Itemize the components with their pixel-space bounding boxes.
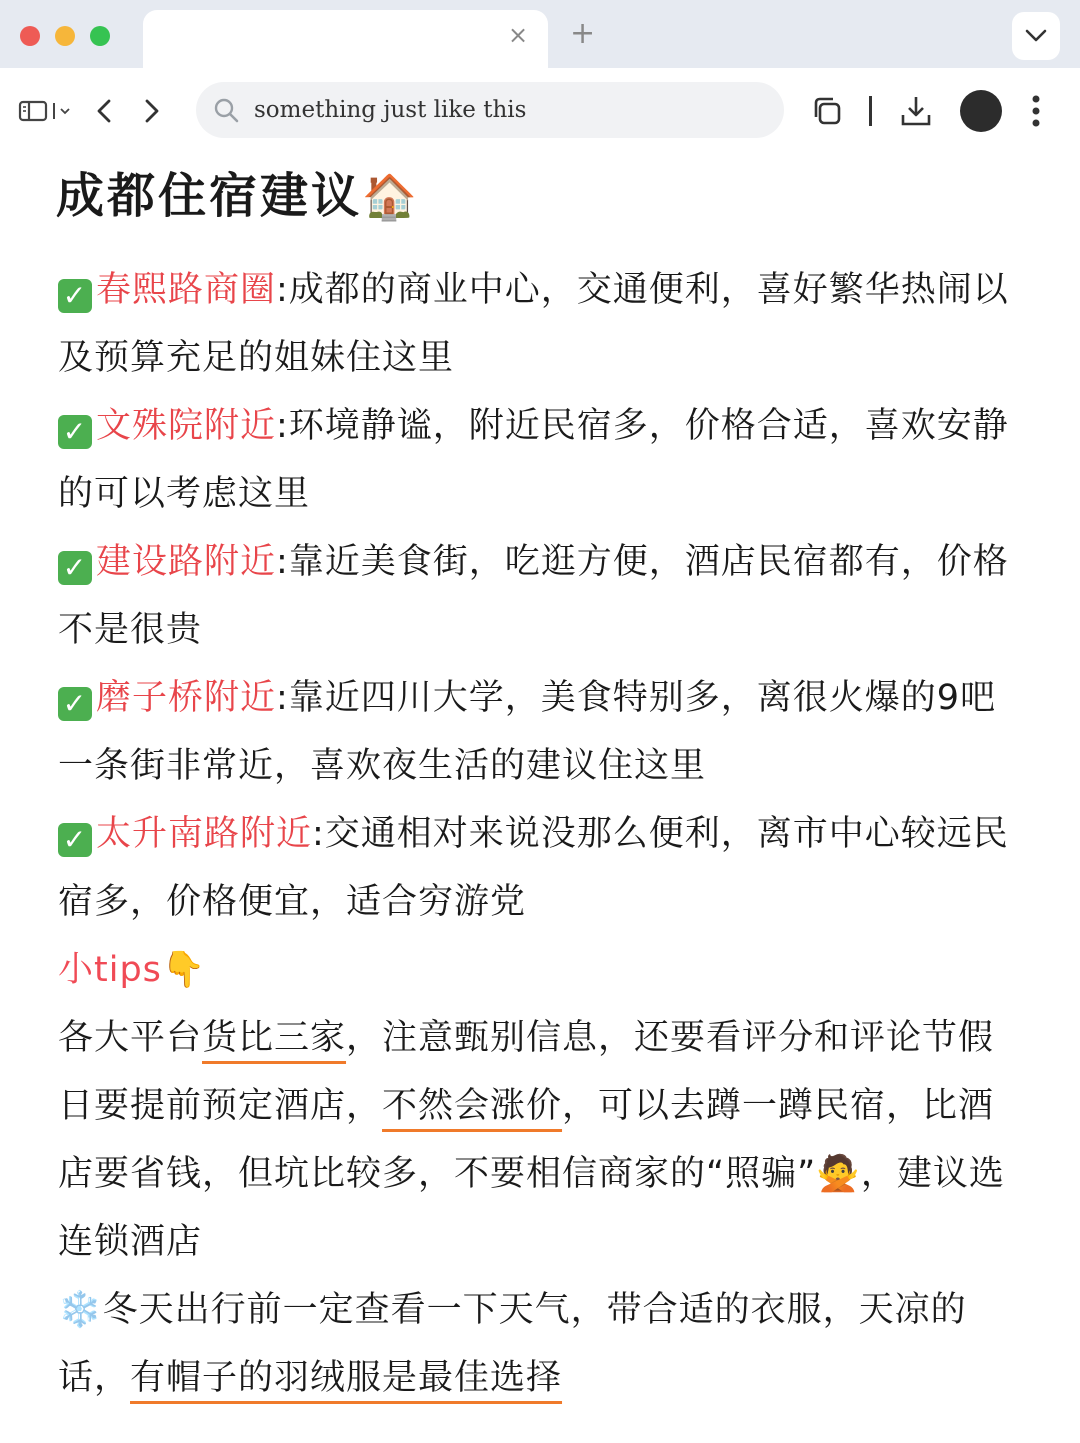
snowflake-icon: ❄️: [58, 1290, 103, 1330]
tab-close-icon[interactable]: ×: [508, 21, 529, 49]
area-name: 磨子桥附近: [96, 678, 277, 718]
tip-paragraph: [58, 1276, 1018, 1412]
search-icon: [212, 96, 240, 124]
download-icon: [899, 94, 933, 128]
area-description: :成都的商业中心，交通便利，喜好繁华热闹以及预算充足的姐妹住这里: [58, 270, 1009, 378]
list-item: [58, 256, 1018, 392]
tip-text: 各大平台: [58, 1018, 203, 1058]
toolbar-divider: [869, 96, 872, 126]
more-button[interactable]: [1026, 93, 1046, 129]
checkmark-icon: ✓: [58, 279, 92, 313]
address-bar[interactable]: [196, 82, 784, 138]
address-text[interactable]: something just like this: [254, 97, 527, 123]
copy-icon: [811, 95, 843, 127]
forward-button[interactable]: [140, 96, 164, 126]
area-description: :靠近美食街，吃逛方便，酒店民宿都有，价格不是很贵: [58, 542, 1009, 650]
checkmark-icon: ✓: [58, 823, 92, 857]
underlined-text: 有帽子的羽绒服是最佳选择: [130, 1358, 563, 1398]
area-description: :环境静谧，附近民宿多，价格合适，喜欢安静的可以考虑这里: [58, 406, 1009, 514]
tip-text: ，注意甄别信息，还要看评分和评论节假日要提前预定酒店，: [58, 1018, 995, 1126]
underlined-text: 货比三家: [202, 1018, 347, 1058]
tip-text: ，建议选连锁酒店: [58, 1154, 1005, 1262]
house-icon: 🏠: [362, 172, 420, 223]
more-icon: [1031, 94, 1041, 128]
page-title: [56, 160, 1018, 232]
tip-text: 冬天出行前一定查看一下天气，带合适的衣服，天凉的话，: [58, 1290, 967, 1398]
area-description: :靠近四川大学，美食特别多，离很火爆的9吧一条街非常近，喜欢夜生活的建议住这里: [58, 678, 997, 786]
article-body: [58, 256, 1018, 1412]
checkmark-icon: ✓: [58, 687, 92, 721]
area-description: :交通相对来说没那么便利，离市中心较远民宿多，价格便宜，适合穷游党: [58, 814, 1009, 922]
list-item: [58, 800, 1018, 936]
list-item: [58, 664, 1018, 800]
maximize-window-button[interactable]: [90, 26, 110, 46]
area-name: 建设路附近: [96, 542, 277, 582]
copy-button[interactable]: [810, 94, 844, 128]
area-name: 太升南路附近: [96, 814, 313, 854]
active-tab[interactable]: [143, 10, 548, 68]
tip-paragraph: [58, 1004, 1018, 1276]
checkmark-icon: ✓: [58, 415, 92, 449]
close-window-button[interactable]: [20, 26, 40, 46]
sidebar-icon: [18, 98, 78, 124]
pointing-down-icon: 👇: [161, 950, 207, 990]
avatar[interactable]: [960, 90, 1002, 132]
list-item: [58, 528, 1018, 664]
browser-toolbar: [0, 68, 1080, 154]
area-name: 文殊院附近: [96, 406, 277, 446]
minimize-window-button[interactable]: [55, 26, 75, 46]
tips-title: 小tips: [58, 950, 162, 990]
back-button[interactable]: [92, 96, 116, 126]
tips-heading: [58, 936, 1018, 1004]
article: [58, 160, 1018, 1412]
checkmark-icon: ✓: [58, 551, 92, 585]
new-tab-icon[interactable]: +: [570, 16, 596, 51]
back-icon: [96, 98, 112, 124]
no-gesture-icon: 🙅: [816, 1154, 861, 1194]
area-name: 春熙路商圈: [96, 270, 277, 310]
chevron-down-icon: [1025, 29, 1047, 43]
sidebar-toggle-button[interactable]: [18, 98, 78, 124]
list-item: [58, 392, 1018, 528]
tab-list-button[interactable]: [1012, 12, 1060, 60]
tab-bar: [0, 0, 1080, 68]
underlined-text: 不然会涨价: [382, 1086, 563, 1126]
title-text: 成都住宿建议: [56, 168, 363, 224]
download-button[interactable]: [898, 93, 934, 129]
tip-text: ，可以去蹲一蹲民宿，比酒店要省钱，但坑比较多，不要相信商家的“照骗”: [58, 1086, 995, 1194]
forward-icon: [144, 98, 160, 124]
